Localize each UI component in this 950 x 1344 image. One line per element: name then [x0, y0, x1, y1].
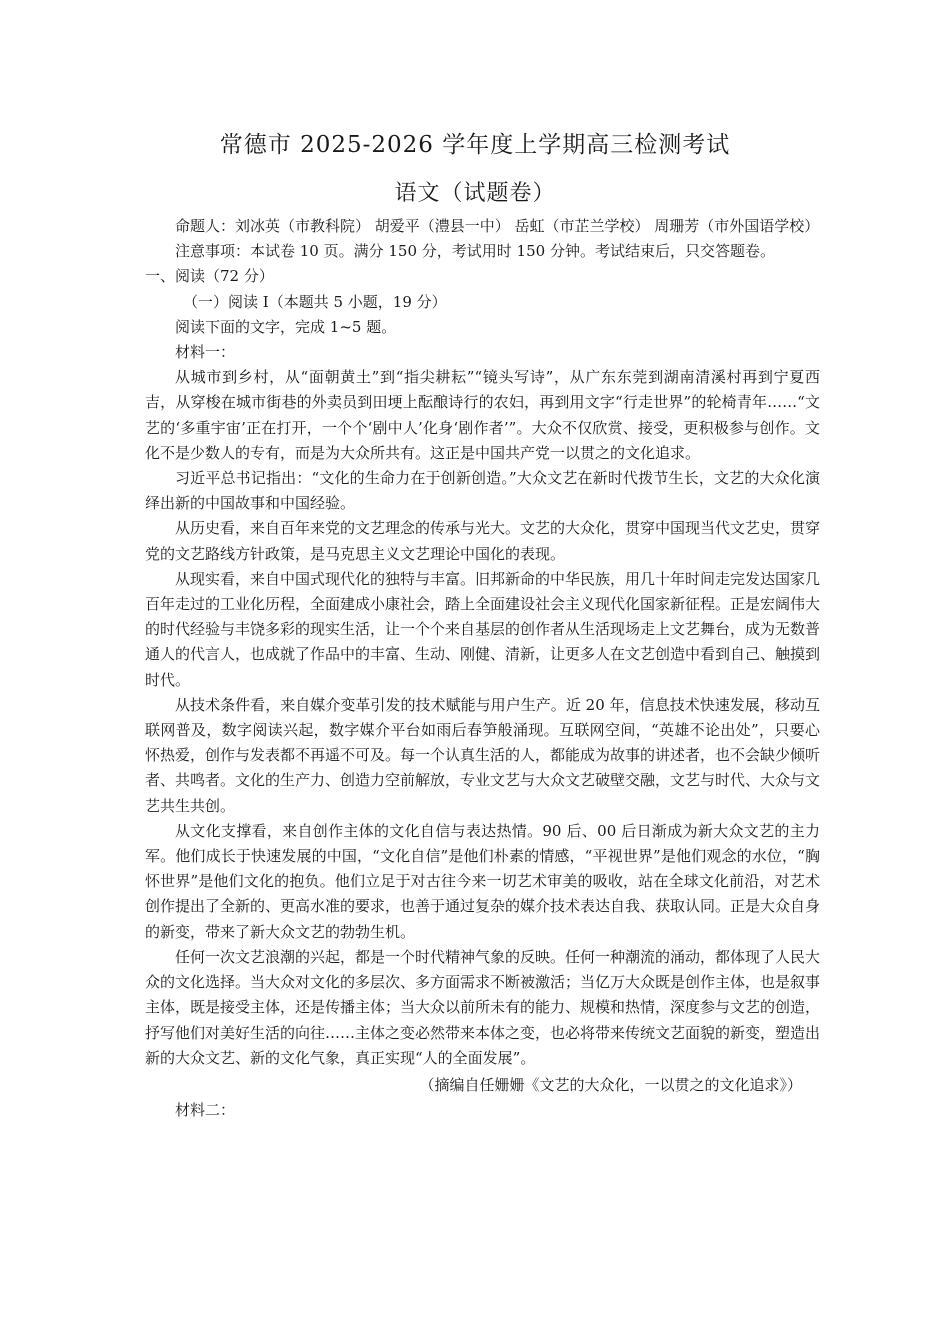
exam-subtitle: 语文（试题卷） [394, 181, 556, 206]
paragraph: 从历史看，来自百年来党的文艺理念的传承与光大。文艺的大众化，贯穿中国现当代文艺史，贯穿党的文艺路线方针政策，是马克思主义文艺理论中国化的表现。 [145, 519, 821, 563]
source-citation: （摘编自任姗姗《文艺的大众化，一以贯之的文化追求》） [419, 1075, 802, 1094]
paragraph: 任何一次文艺浪潮的兴起，都是一个时代精神气象的反映。任何一种潮流的涌动，都体现了人民大众的文化选择。当大众对文化的多层次、多方面需求不断被激活；当亿万大众既是创作主体，也是叙事主体，既是接受主体，还是传播主体；当大众以前所未有的能力、规模和热情，深度参与文艺的创造，抒写他们对美好生活的向往……主体之变必然带来本体之变，也必将带来传统文艺面貌的新变，塑造出新的大众文艺、新的文化气象，真正实现“人的全面发展”。 [145, 947, 821, 1067]
instruction-line: 阅读下面的文字，完成 1~5 题。 [175, 317, 397, 336]
exam-body [145, 214, 820, 1123]
paragraph: 从城市到乡村，从“面朝黄土”到“指尖耕耘”“镜头写诗”，从广东东莞到湖南清溪村再到宁夏西吉，从穿梭在城市街巷的外卖员到田埂上酝酿诗行的农妇，再到用文字“行走世界”的轮椅青年……“文艺的‘多重宇宙’正在打开，一个个‘剧中人’化身‘剧作者’”。大众不仅欣赏、接受，更积极参与创作。文化不是少数人的专有，而是为大众所共有。这正是中国共产党一以贯之的文化追求。 [145, 368, 820, 462]
paragraph: 从现实看，来自中国式现代化的独特与丰富。旧邦新命的中华民族，用几十年时间走完发达国家几百年走过的工业化历程，全面建成小康社会，踏上全面建设社会主义现代化国家新征程。正是宏阔伟大的时代经验与丰饶多彩的现实生活，让一个个来自基层的创作者从生活现场走上文艺舞台，成为无数普通人的代言人，也成就了作品中的丰富、生动、刚健、清新，让更多人在文艺创造中看到自己、触摸到时代。 [145, 569, 821, 689]
authors-line: 命题人：刘冰英（市教科院） 胡爱平（澧县一中） 岳虹（市芷兰学校） 周珊芳（市外国语学校） [175, 217, 820, 235]
paragraph: 从文化支撑看，来自创作主体的文化自信与表达热情。90 后、00 后日渐成为新大众文艺的主力军。他们成长于快速发展的中国，“文化自信”是他们朴素的情感，“平视世界”是他们观念的水位，“胸怀世界”是他们文化的抱负。他们立足于对古往今来一切艺术审美的吸收，站在全球文化前沿，对艺术创作提出了全新的、更高水准的要求，也善于通过复杂的媒介技术表达自我、获取认同。正是大众自身的新变，带来了新大众文艺的勃勃生机。 [145, 821, 821, 941]
paragraph: 习近平总书记指出：“文化的生命力在于创新创造。”大众文艺在新时代拨节生长，文艺的大众化演绎出新的中国故事和中国经验。 [145, 469, 820, 513]
part-heading: （一）阅读 I（本题共 5 小题，19 分） [183, 292, 447, 311]
material-two-label: 材料二： [175, 1101, 236, 1120]
notice-line: 注意事项：本试卷 10 页。满分 150 分，考试用时 150 分钟。考试结束后，只交答题卷。 [175, 242, 775, 261]
exam-title: 常德市 2025-2026 学年度上学期高三检测考试 [219, 132, 731, 158]
material-one-label: 材料一： [175, 343, 236, 362]
section-heading: 一、阅读（72 分） [145, 267, 274, 286]
paragraph: 从技术条件看，来自媒介变革引发的技术赋能与用户生产。近 20 年，信息技术快速发展，移动互联网普及，数字阅读兴起，数字媒介平台如雨后春笋般涌现。互联网空间，“英雄不论出处”，只要心怀热爱，创作与发表都不再遥不可及。每一个认真生活的人，都能成为故事的讲述者，也不会缺少倾听者、共鸣者。文化的生产力、创造力空前解放，专业文艺与大众文艺破壁交融，文艺与时代、大众与文艺共生共创。 [145, 695, 821, 815]
